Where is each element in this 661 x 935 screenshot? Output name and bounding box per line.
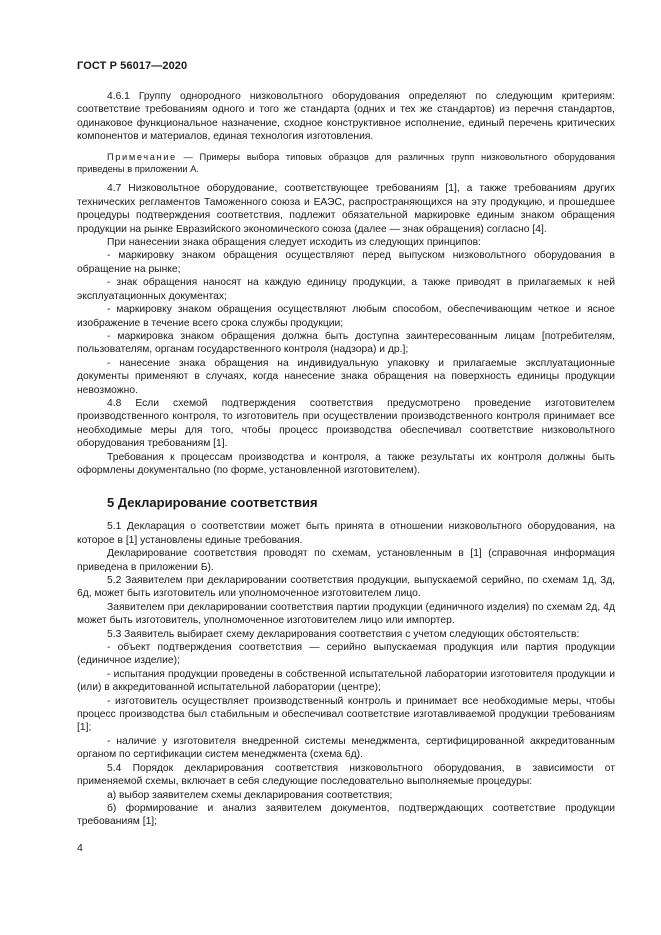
list-item: - маркировку знаком обращения осуществляют любым способом, обеспечивающим четкое и ясное изображение в течение всего срока службы продукции; (77, 304, 615, 329)
note-text: — Примеры выбора типовых образцов для различных групп низковольтного оборудования приведены в приложении А. (77, 151, 615, 175)
page-body (77, 90, 615, 829)
list-item: а) выбор заявителем схемы декларирования соответствия; (107, 789, 393, 801)
list-item: - маркировка знаком обращения должна быть доступна заинтересованным лицам [потребителям, пользователям, органам государственного контроля (надзора) и др.]; (77, 330, 615, 356)
paragraph: Заявителем при декларировании соответствия партии продукции (единичного изделия) по схемам 2д, 4д может быть изготовитель, уполномоченное изготовителем лицо или импортер. (77, 601, 615, 627)
list-item: - знак обращения наносят на каждую единицу продукции, а также приводят в прилагаемых к ней эксплуатационных документах; (77, 277, 615, 302)
paragraph-4-6-1: 4.6.1 Группу однородного низковольтного оборудования определяют по следующим критериям: соответствие требованиям одного и того же стандарта (одних и тех же стандартов) из перечня стандартов, одинаковое функциональное назначение, сходное конструктивное исполнение, единый перечень критических компонентов и материалов, единая технология изготовления. (77, 91, 615, 143)
paragraph-principles-intro: При нанесении знака обращения следует исходить из следующих принципов: (107, 237, 481, 249)
list-item: - нанесение знака обращения на индивидуальную упаковку и прилагаемые эксплуатационные документы применяют в случаях, когда нанесение знака обращения на поверхность единицы продукции невозможно. (77, 357, 615, 396)
paragraph-5-4: 5.4 Порядок декларирования соответствия низковольтного оборудования, в зависимости от применяемой схемы, включает в себя следующие последовательно выполняемые процедуры: (77, 762, 615, 788)
paragraph-4-7: 4.7 Низковольтное оборудование, соответствующее требованиям [1], а также требованиям других технических регламентов Таможенного союза и ЕАЭС, распространяющихся на эту продукцию, и прошедшее процедуры подтверждения соответствия, подлежит обязательной маркировке единым знаком обращения продукции на рынке Евразийского экономического союза (далее — знак обращения) согласно [4]. (77, 183, 615, 235)
list-item: - маркировку знаком обращения осуществляют перед выпуском низковольтного оборудования в обращение на рынке; (77, 250, 615, 275)
list-item: - испытания продукции проведены в собственной испытательной лаборатории изготовителя продукции и (или) в аккредитованной испытательной лаборатории (центре); (77, 668, 615, 694)
list-item: б) формирование и анализ заявителем документов, подтверждающих соответствие продукции требованиям [1]; (77, 802, 615, 828)
list-item: - объект подтверждения соответствия — серийно выпускаемая продукция или партия продукции (единичное изделие); (77, 642, 615, 667)
paragraph: Декларирование соответствия проводят по схемам, установленным в [1] (справочная информация приведена в приложении Б). (77, 548, 615, 573)
paragraph-5-3: 5.3 Заявитель выбирает схему декларирования соответствия с учетом следующих обстоятельств: (107, 628, 580, 640)
list-item: - изготовитель осуществляет производственный контроль и принимает все необходимые меры, чтобы процесс производства был стабильным и обеспечивал соответствие изготавливаемой продукции требованиям [1]; (77, 695, 615, 734)
paragraph-production-requirements: Требования к процессам производства и контроля, а также результаты их контроля должны быть оформлены документально (по форме, установленной изготовителем). (77, 451, 615, 476)
list-item: - наличие у изготовителя внедренной системы менеджмента, сертифицированной аккредитованным органом по сертификации систем менеджмента (схема 6д). (77, 735, 615, 761)
note (77, 151, 615, 176)
document-code-header: ГОСТ Р 56017—2020 (77, 60, 188, 72)
note-label: Примечание (107, 151, 177, 162)
paragraph-5-1: 5.1 Декларация о соответствии может быть принята в отношении низковольтного оборудования, на которое в [1] установлены единые требования. (77, 521, 615, 546)
section-5-heading: 5 Декларирование соответствия (107, 495, 318, 511)
page-number: 4 (77, 842, 83, 854)
paragraph-5-2: 5.2 Заявителем при декларировании соответствия продукции, выпускаемой серийно, по схемам 1д, 3д, 6д, может быть изготовитель или уполномоченное изготовителем лицо. (77, 575, 615, 600)
paragraph-4-8: 4.8 Если схемой подтверждения соответствия предусмотрено проведение изготовителем производственного контроля, то изготовитель при осуществлении производственного контроля принимает все необходимые меры для того, чтобы процесс производства обеспечивал соответствие низковольтного оборудования требованиям [1]. (77, 397, 615, 450)
